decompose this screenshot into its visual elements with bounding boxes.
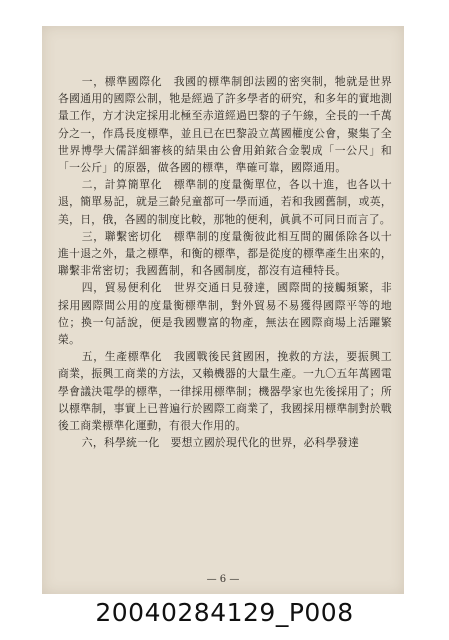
paragraph-2: 二，計算簡單化 標準制的度量衡單位，各以十進，也各以十退，簡單易記，就是三齡兒童都可一學而通，若和我國舊制，或英，美，日，俄，各國的制度比較，那牠的便利，眞眞不可同日而言了。	[58, 178, 392, 226]
paragraph-6: 六，科學統一化 要想立國於現代化的世界，必科學發達	[81, 436, 360, 450]
document-page	[42, 26, 404, 594]
paragraph-4: 四，貿易便利化 世界交通日見發達，國際間的接觸頻繁，非採用國際間公用的度量衡標準制，對外貿易不易獲得國際平等的地位；換一句話說，便是我國豐富的物產，無法在國際商場上活躍繁榮。	[58, 281, 392, 347]
paragraph-3: 三，聯繫密切化 標準制的度量衡彼此相互間的關係除各以十進十退之外，量之標準，和衡的標準，都是從度的標準產生出來的，聯繫非常密切；我國舊制，和各國制度，都沒有這種特長。	[58, 229, 392, 278]
paragraph-1: 一，標準國際化 我國的標準制卽法國的密突制，牠就是世界各國通用的國際公制，牠是經過了許多學者的研究，和多年的實地測量工作，方才決定採用北極至赤道經過巴黎的子午線，全長的一千萬分之一，作爲長度標準，並且已在巴黎設立萬國權度公會，聚集了全世界博學大儒詳細審核的結果由公會用鉑銥合金製成「一公尺」和「一公斤」的原器，做各國的標準，準確可靠，國際通用。	[58, 75, 392, 175]
page-number: — 6 —	[206, 574, 240, 585]
body-text	[58, 73, 392, 451]
image-caption: 20040284129_P008	[95, 598, 354, 627]
paragraph-5: 五，生產標準化 我國戰後民貧國困，挽救的方法，要振興工商業，振興工商業的方法，又賴機器的大量生產。一九〇五年萬國電學會議決電學的標準，一律採用標準制；機器學家也先後採用了；所以標準制，事實上已普遍行於國際工商業了，我國採用標準制對於戰後工商業標準化運動，有很大作用的。	[58, 350, 392, 433]
